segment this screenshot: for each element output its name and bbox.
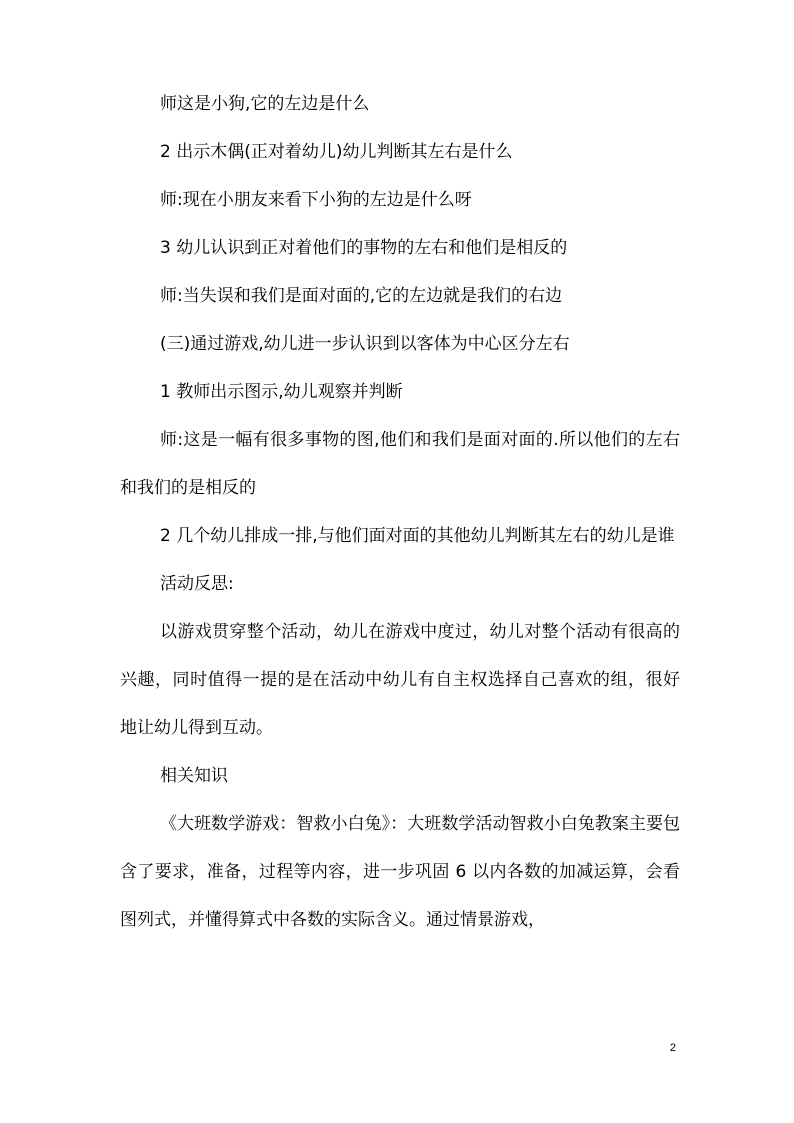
paragraph: 2 出示木偶(正对着幼儿)幼儿判断其左右是什么 xyxy=(160,142,513,162)
document-body xyxy=(120,80,680,944)
section-heading: 相关知识 xyxy=(160,766,228,786)
paragraph: 2 几个幼儿排成一排,与他们面对面的其他幼儿判断其左右的幼儿是谁 xyxy=(160,526,675,546)
paragraph: 师:这是一幅有很多事物的图,他们和我们是面对面的.所以他们的左右和我们的是相反的 xyxy=(120,430,680,498)
paragraph: 3 幼儿认识到正对着他们的事物的左右和他们是相反的 xyxy=(160,238,568,258)
page-number: 2 xyxy=(669,1042,676,1054)
paragraph: 以游戏贯穿整个活动，幼儿在游戏中度过，幼儿对整个活动有很高的兴趣，同时值得一提的是在活动中幼儿有自主权选择自己喜欢的组，很好地让幼儿得到互动。 xyxy=(120,622,680,738)
paragraph: 《大班数学游戏：智救小白兔》：大班数学活动智救小白兔教案主要包含了要求，准备，过程等内容，进一步巩固 6 以内各数的加减运算，会看图列式，并懂得算式中各数的实际含义。通过情景游戏， xyxy=(120,814,680,930)
paragraph: 1 教师出示图示,幼儿观察并判断 xyxy=(160,382,403,402)
paragraph: 师:现在小朋友来看下小狗的左边是什么呀 xyxy=(160,190,472,210)
section-heading: 活动反思: xyxy=(160,574,234,594)
paragraph: 师这是小狗,它的左边是什么 xyxy=(160,94,370,114)
paragraph: 师:当失误和我们是面对面的,它的左边就是我们的右边 xyxy=(160,286,563,306)
paragraph: (三)通过游戏,幼儿进一步认识到以客体为中心区分左右 xyxy=(160,334,570,354)
